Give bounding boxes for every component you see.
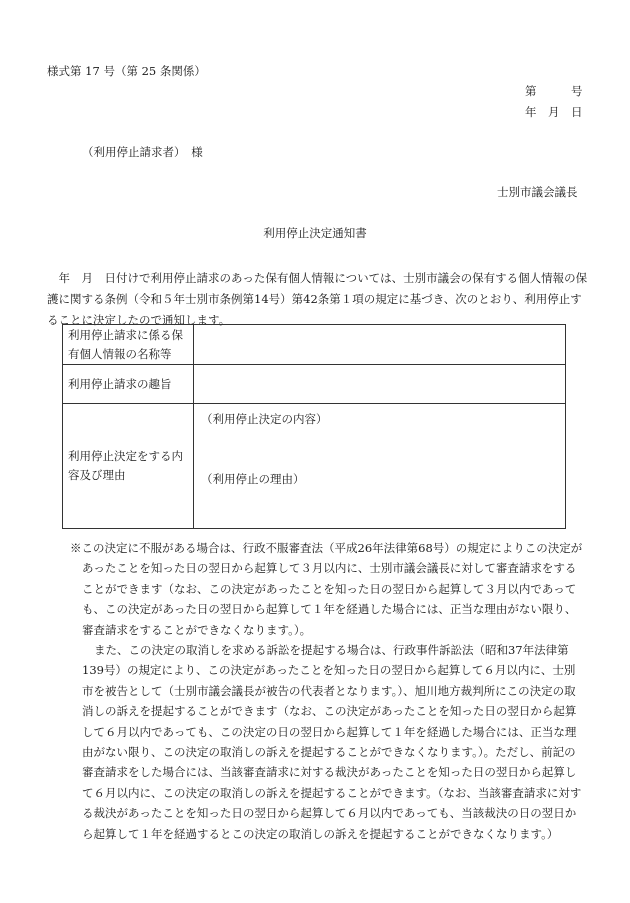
table-row: [63, 325, 566, 365]
decision-detail-value: [194, 404, 566, 529]
request-purpose-label: 利用停止請求の趣旨: [63, 365, 194, 404]
personal-info-name-label: 利用停止請求に係る保有個人情報の名称等: [63, 325, 194, 365]
document-title: 利用停止決定通知書: [263, 226, 367, 240]
personal-info-name-value: [194, 325, 566, 365]
decision-table: [62, 324, 566, 529]
intro-text: 年 月 日付けで利用停止請求のあった保有個人情報については、士別市議会の保有する個人情報の保護に関する条例（令和５年士別市条例第14号）第42条第１項の規定に基づき、次のとおり、利用停止することに決定したので通知します。: [47, 271, 588, 327]
sender-name: 士別市議会議長: [497, 185, 578, 199]
decision-content-label: （利用停止決定の内容）: [201, 412, 328, 426]
lawsuit-note: また、この決定の取消しを求める訴訟を提起する場合は、行政事件訴訟法（昭和37年法律第139号）の規定により、この決定があったことを知った日の翌日から起算して６月以内に、士別市を被告として（士別市議会議長が被告の代表者となります。）、旭川地方裁判所にこの決定の取消しの訴えを提起することができます（なお、この決定があったことを知った日の翌日から起算して６月以内であっても、この決定の日の翌日から起算して１年を経過した場合には、正当な理由がない限り、この決定の取消しの訴えを提起することができなくなります。）。ただし、前記の審査請求をした場合には、当該審査請求に対する裁決があったことを知った日の翌日から起算して６月以内に、この決定の取消しの訴えを提起することができます。（なお、当該審査請求に対する裁決があったことを知った日の翌日から起算して６月以内であっても、当該裁決の日の翌日から起算して１年を経過するとこの決定の取消しの訴えを提起することができなくなります。）: [82, 643, 582, 841]
recipient-line: （利用停止請求者） 様: [82, 145, 203, 159]
date-label: 年 月 日: [525, 105, 583, 119]
notes-section: [70, 538, 586, 844]
table-row: [63, 365, 566, 404]
appeal-note: ※この決定に不服がある場合は、行政不服審査法（平成26年法律第68号）の規定によりこの決定があったことを知った日の翌日から起算して３月以内に、士別市議会議長に対して審査請求をすることができます（なお、この決定があったことを知った日の翌日から起算して３月以内であっても、この決定があった日の翌日から起算して１年を経過した場合には、正当な理由がない限り、審査請求をすることができなくなります。）。: [70, 541, 583, 637]
form-number: 様式第 17 号（第 25 条関係）: [47, 64, 206, 78]
decision-reason-label: （利用停止の理由）: [201, 472, 305, 486]
table-row: [63, 404, 566, 529]
intro-paragraph: [47, 268, 591, 331]
document-number-label: 第 号: [525, 84, 583, 98]
decision-detail-label: 利用停止決定をする内容及び理由: [63, 404, 194, 529]
request-purpose-value: [194, 365, 566, 404]
